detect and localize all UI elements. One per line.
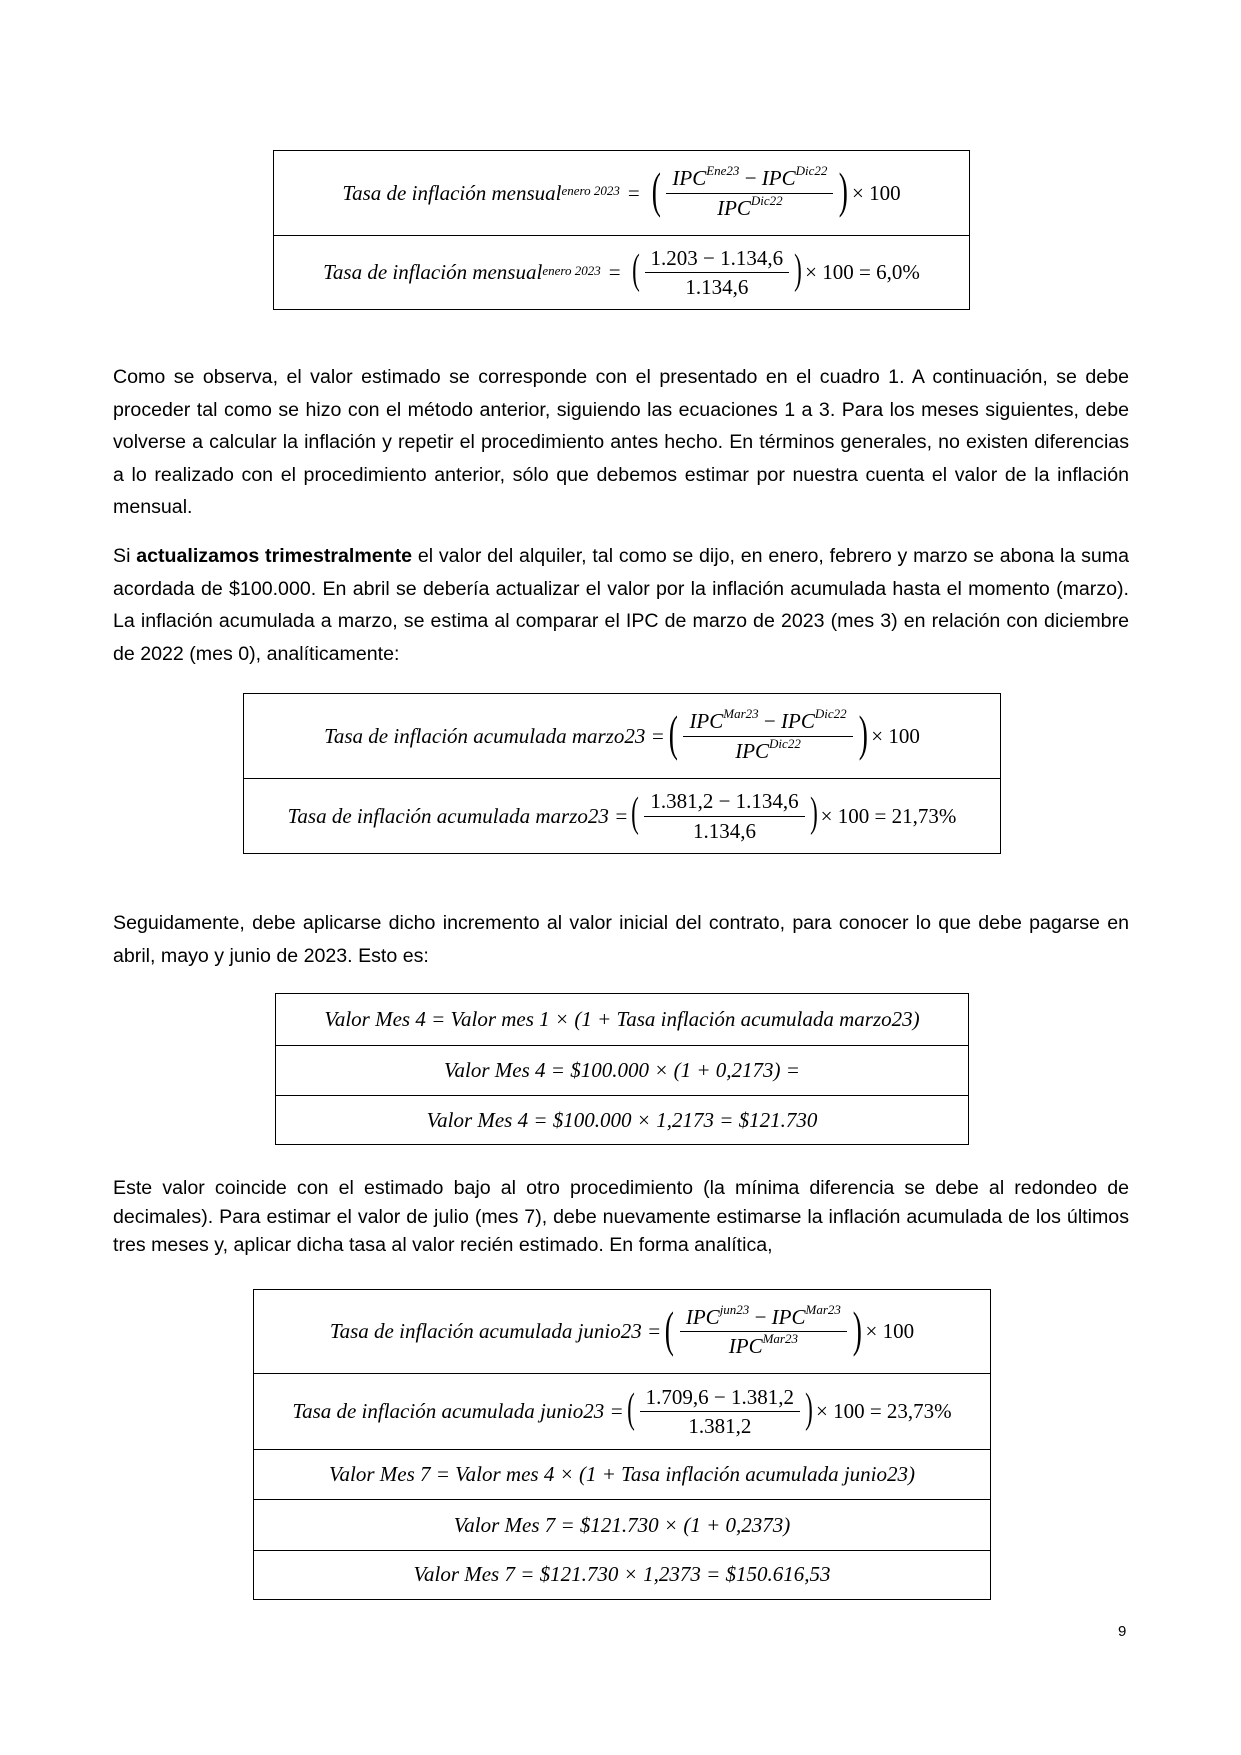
ipc-term: IPC [689, 709, 724, 734]
ipc-sup: Mar23 [805, 1301, 841, 1317]
equation-sup: enero 2023 [561, 183, 620, 198]
minus-sign: − [744, 166, 757, 191]
ipc-term: IPC [728, 1334, 763, 1358]
equation-label: Tasa de inflación mensual [342, 180, 562, 205]
equation-row-formula: Tasa de inflación mensual $^{enero 2023}$ = ( $\frac{IPC^{Ene23} - IPC^{Dic22}}{IPC^{Dic22}}$ ) × 100 [342, 162, 901, 220]
equation-row-formula: Tasa de inflación acumulada junio23 = ( $\frac{IPC^{jun23} - IPC^{Mar23}}{IPC^{Mar23}}$ ) × 100 [329, 1300, 915, 1358]
equation-label: Tasa de inflación acumulada junio23 = [329, 1319, 662, 1343]
ipc-sup: Dic22 [795, 163, 828, 179]
fraction-numerator: 1.709,6 − 1.381,2 [640, 1385, 800, 1412]
ipc-sup: Dic22 [769, 735, 801, 751]
equation-row: Valor Mes 4 = Valor mes 1 × (1 + Tasa inflación acumulada marzo23) [324, 1007, 920, 1031]
ipc-sup: Dic22 [750, 192, 783, 208]
ipc-term: IPC [685, 1304, 720, 1329]
ipc-term: IPC [771, 1304, 806, 1329]
equation-tail: × 100 [871, 723, 920, 748]
paragraph-2-post: el valor del alquiler, tal como se dijo, en enero, febrero y marzo se abona la suma acordada de $100.000. En abril se debería actualizar el valor por la inflación acumulada hasta el momento (marzo). La inflación acumulada a marzo, se estima al comparar el IPC de marzo de 2023 (mes 3) en relación con diciembre de 2022 (mes 0), analíticamente: [113, 545, 1129, 665]
equation-label: Tasa de inflación acumulada junio23 = [292, 1399, 624, 1423]
ipc-term: IPC [717, 195, 751, 220]
equation-row: Valor Mes 4 = $100.000 × (1 + 0,2173) = [276, 1045, 968, 1095]
ipc-sup: Mar23 [723, 706, 759, 722]
equation-fraction [680, 1301, 847, 1358]
equation-box-accumulated-june [253, 1289, 991, 1600]
minus-sign: − [754, 1304, 767, 1329]
equation-row: Valor Mes 7 = Valor mes 4 × (1 + Tasa inflación acumulada junio23) [254, 1449, 990, 1499]
ipc-sup: jun23 [719, 1301, 750, 1317]
paragraph-3: Seguidamente, debe aplicarse dicho incremento al valor inicial del contrato, para conocer lo que debe pagarse en abril, mayo y junio de 2023. Esto es: [113, 912, 1129, 967]
equation-row-formula: Tasa de inflación acumulada marzo23 = ( $\frac{IPC^{Mar23} - IPC^{Dic22}}{IPC^{Dic22}}$ ) × 100 [324, 705, 920, 763]
equation-label: Tasa de inflación mensual [323, 260, 543, 284]
equation-row-values: Tasa de inflación mensual $^{enero 2023}$ = ( $\frac{1.203 - 1.134,6}{1.134,6}$ ) × 100 = 6,0% [274, 235, 969, 309]
equation-label: Tasa de inflación acumulada marzo23 = [287, 803, 629, 828]
equation-box-monthly-inflation [273, 150, 970, 310]
equation-label: Tasa de inflación acumulada marzo23 = [324, 723, 665, 748]
page-number: 9 [1118, 1623, 1127, 1640]
ipc-term: IPC [735, 738, 770, 763]
paragraph-4: Este valor coincide con el estimado bajo al otro procedimiento (la mínima diferencia se debe al redondeo de decimales). Para estimar el valor de julio (mes 7), debe nuevamente estimarse la inflación acumulada de los últimos tres meses y, aplicar dicha tasa al valor recién estimado. En forma analítica, [113, 1177, 1129, 1256]
equation-fraction [640, 1385, 800, 1438]
equation-row: Valor Mes 7 = $121.730 × 1,2373 = $150.616,53 [254, 1550, 990, 1598]
fraction-denominator: 1.134,6 [692, 818, 756, 843]
ipc-term: IPC [781, 709, 815, 734]
equation-fraction [645, 246, 790, 299]
equation-tail: × 100 [865, 1319, 915, 1343]
equation-tail: × 100 = 21,73% [820, 803, 957, 828]
equation-fraction [666, 163, 833, 220]
ipc-sup: Dic22 [814, 706, 847, 722]
ipc-term: IPC [672, 166, 707, 191]
equation-fraction [644, 789, 804, 842]
equation-row-values: Tasa de inflación acumulada marzo23 = ( $\frac{1.381,2 - 1.134,6}{1.134,6}$ ) × 100 = 21,73% [244, 778, 1000, 853]
equation-row: Valor Mes 4 = $100.000 × 1,2173 = $121.730 [276, 1095, 968, 1144]
fraction-denominator: 1.134,6 [685, 275, 749, 299]
equation-tail: × 100 = 6,0% [805, 260, 920, 284]
equation-row-values: Tasa de inflación acumulada junio23 = ( $\frac{1.709,6 - 1.381,2}{1.381,2}$ ) × 100 = 23,73% [254, 1373, 990, 1449]
equation-box-value-month-4 [275, 993, 969, 1145]
equation-fraction [683, 706, 852, 763]
ipc-sup: Mar23 [762, 1331, 798, 1346]
paragraph-2-pre: Si [113, 545, 137, 567]
equation-box-accumulated-march [243, 693, 1001, 854]
fraction-numerator: 1.381,2 − 1.134,6 [644, 789, 804, 816]
paragraph-1: Como se observa, el valor estimado se corresponde con el presentado en el cuadro 1. A continuación, se debe proceder tal como se hizo con el método anterior, siguiendo las ecuaciones 1 a 3. Para los meses siguientes, debe volverse a calcular la inflación y repetir el procedimiento antes hecho. En términos generales, no existen diferencias a lo realizado con el procedimiento anterior, sólo que debemos estimar por nuestra cuenta el valor de la inflación mensual. [113, 366, 1129, 518]
ipc-term: IPC [761, 166, 796, 191]
equation-tail: × 100 [852, 180, 901, 205]
paragraph-2-bold: actualizamos trimestralmente [136, 545, 413, 567]
fraction-numerator: 1.203 − 1.134,6 [645, 246, 790, 273]
paragraph-2 [113, 540, 1129, 670]
minus-sign: − [763, 709, 776, 734]
fraction-denominator: 1.381,2 [688, 1414, 752, 1438]
equation-sup: enero 2023 [542, 262, 601, 278]
equation-tail: × 100 = 23,73% [815, 1399, 952, 1423]
equation-row: Valor Mes 7 = $121.730 × (1 + 0,2373) [254, 1499, 990, 1550]
ipc-sup: Ene23 [706, 163, 740, 179]
